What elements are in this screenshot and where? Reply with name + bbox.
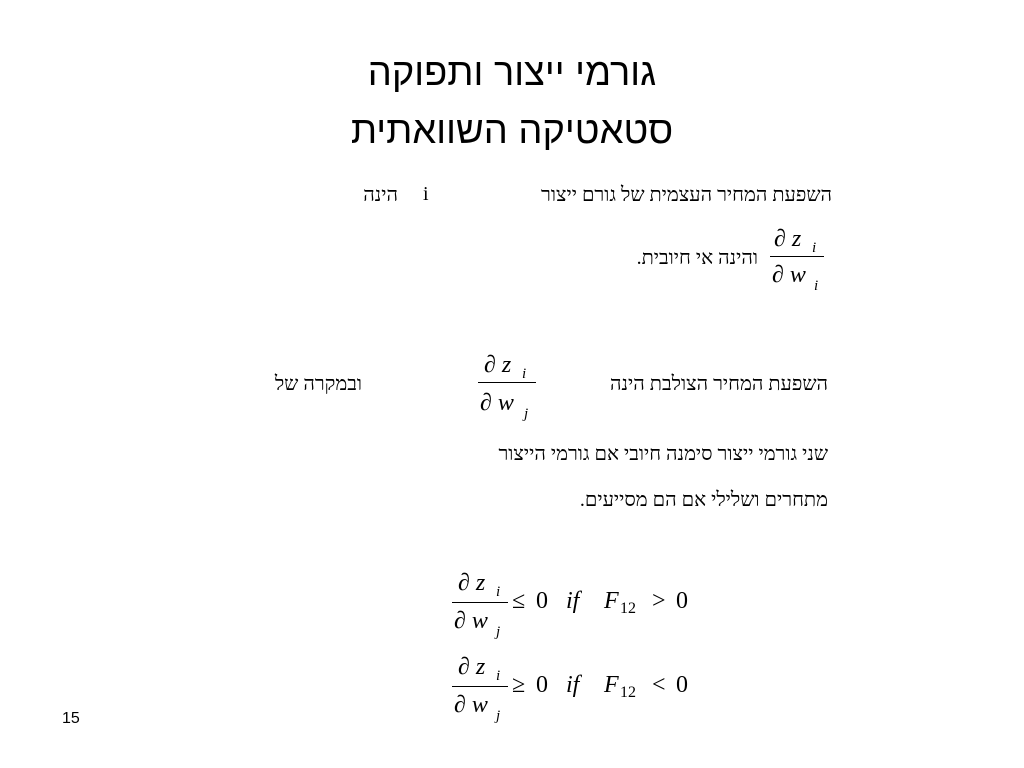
partial-symbol: ∂ xyxy=(772,262,784,288)
variable-z: z xyxy=(501,352,512,378)
zero-value: 0 xyxy=(676,588,688,614)
geq-symbol: ≥ xyxy=(512,672,526,698)
subscript-i: i xyxy=(812,240,817,256)
para2-line3-text: מתחרים ושלילי אם הם מסייעים. xyxy=(579,489,828,511)
subscript-j: j xyxy=(496,624,501,640)
subscript-i: i xyxy=(522,366,527,382)
para1-line1-text: השפעת המחיר העצמית של גורם ייצור xyxy=(541,184,832,206)
para1-variable-i: i xyxy=(423,183,429,205)
fraction-bar xyxy=(452,686,508,687)
variable-z: z xyxy=(791,226,802,252)
para2-line1-text: השפעת המחיר הצולבת הינה xyxy=(610,373,828,395)
subscript-j: j xyxy=(524,406,529,422)
partial-symbol: ∂ xyxy=(454,692,466,718)
partial-symbol: ∂ xyxy=(454,608,466,634)
variable-w: w xyxy=(471,608,488,634)
equation-inequality-2 xyxy=(452,654,712,726)
partial-symbol: ∂ xyxy=(774,226,786,252)
if-keyword: if xyxy=(566,588,580,614)
fraction-bar xyxy=(770,256,824,257)
partial-symbol: ∂ xyxy=(480,390,492,416)
fraction-bar xyxy=(452,602,508,603)
subscript-i: i xyxy=(814,278,819,294)
slide-title-line-1: גורמי ייצור ותפוקה xyxy=(367,52,657,94)
subscript-i: i xyxy=(496,668,501,684)
zero-value: 0 xyxy=(676,672,688,698)
subscript-12: 12 xyxy=(620,600,636,617)
fraction-bar xyxy=(478,382,536,383)
fraction-dzi-dwi xyxy=(770,226,826,292)
slide-title-line-2: סטאטיקה השוואתית xyxy=(350,110,674,152)
subscript-j: j xyxy=(496,708,501,724)
subscript-12: 12 xyxy=(620,684,636,701)
variable-w: w xyxy=(789,262,806,288)
variable-F: F xyxy=(604,588,619,614)
partial-symbol: ∂ xyxy=(458,570,470,596)
variable-w: w xyxy=(497,390,514,416)
gt-symbol: > xyxy=(652,588,666,614)
equation-inequality-1 xyxy=(452,570,712,642)
partial-symbol: ∂ xyxy=(458,654,470,680)
para2-line2-text: שני גורמי ייצור סימנה חיובי אם גורמי הייצור xyxy=(498,443,828,465)
variable-z: z xyxy=(475,654,486,680)
para1-line1-tail: הינה xyxy=(363,184,398,206)
lt-symbol: < xyxy=(652,672,666,698)
partial-symbol: ∂ xyxy=(484,352,496,378)
subscript-i: i xyxy=(496,584,501,600)
zero-value: 0 xyxy=(536,672,548,698)
variable-w: w xyxy=(471,692,488,718)
para2-line1-tail: ובמקרה של xyxy=(274,373,362,395)
variable-F: F xyxy=(604,672,619,698)
leq-symbol: ≤ xyxy=(512,588,526,614)
slide-page-number: 15 xyxy=(62,710,80,727)
fraction-dzi-dwj xyxy=(478,352,538,422)
if-keyword: if xyxy=(566,672,580,698)
para1-line2-text: והינה אי חיובית. xyxy=(636,247,758,269)
variable-z: z xyxy=(475,570,486,596)
zero-value: 0 xyxy=(536,588,548,614)
